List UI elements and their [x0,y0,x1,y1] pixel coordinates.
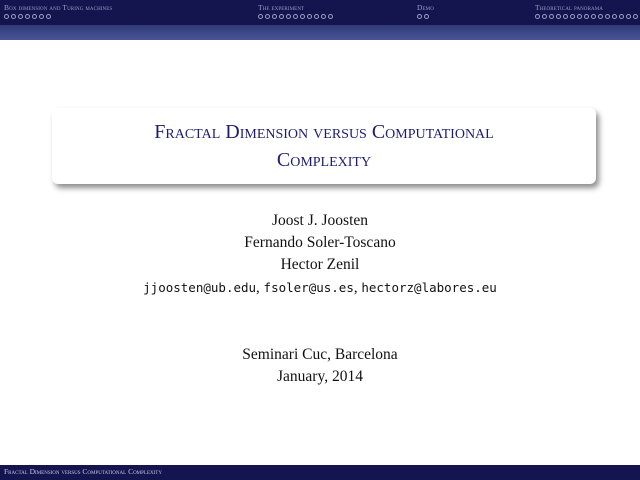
frame-dot[interactable] [39,14,44,19]
footer-title: Fractal Dimension versus Computational Complexity [4,467,162,476]
frame-dot[interactable] [321,14,326,19]
nav-section-experiment[interactable] [258,3,304,12]
frame-dot[interactable] [46,14,51,19]
frame-dot[interactable] [314,14,319,19]
frame-dot[interactable] [591,14,596,19]
nav-section-label[interactable]: Theoretical panorama [535,3,603,12]
nav-section-demo[interactable] [417,3,434,12]
frame-dot[interactable] [424,14,429,19]
title-box [52,108,596,184]
frame-dot[interactable] [417,14,422,19]
frame-dot[interactable] [605,14,610,19]
slide-title-line-1: Fractal Dimension versus Computational [154,121,494,143]
frame-dot[interactable] [4,14,9,19]
author-name: Hector Zenil [280,256,360,273]
nav-dots-demo [417,14,429,19]
frame-dot[interactable] [32,14,37,19]
frame-dot[interactable] [293,14,298,19]
frame-dot[interactable] [535,14,540,19]
email-separator: , [256,280,264,296]
frame-dot[interactable] [265,14,270,19]
frame-dot[interactable] [25,14,30,19]
nav-section-theoretical-panorama[interactable] [535,3,603,12]
frame-dot[interactable] [328,14,333,19]
slide-title-line-2: Complexity [276,149,372,171]
email-separator: , [353,280,362,296]
footer-bar [0,465,640,480]
frame-dot[interactable] [279,14,284,19]
author-name: Fernando Soler-Toscano [244,234,396,251]
frame-dot[interactable] [258,14,263,19]
nav-dots-experiment [258,14,333,19]
frame-dot[interactable] [598,14,603,19]
navigation-bar [0,0,640,25]
frame-dot[interactable] [619,14,624,19]
frame-dot[interactable] [18,14,23,19]
frame-dot[interactable] [11,14,16,19]
nav-section-box-dimension[interactable] [4,3,112,12]
navigation-bar-gradient [0,25,640,40]
frame-dot[interactable] [556,14,561,19]
frame-dot[interactable] [577,14,582,19]
frame-dot[interactable] [300,14,305,19]
event-venue: Seminari Cuc, Barcelona [242,346,398,363]
frame-dot[interactable] [633,14,638,19]
nav-section-label[interactable]: Demo [417,3,434,12]
nav-section-label[interactable]: Box dimension and Turing machines [4,3,113,12]
frame-dot[interactable] [286,14,291,19]
frame-dot[interactable] [612,14,617,19]
event-date: January, 2014 [277,368,363,385]
nav-dots-box-dimension [4,14,51,19]
email-link[interactable]: hectorz@labores.eu [361,280,497,295]
author-name: Joost J. Joosten [271,212,369,229]
nav-section-label[interactable]: The experiment [258,3,305,12]
email-link[interactable]: jjoosten@ub.edu [143,280,257,295]
frame-dot[interactable] [272,14,277,19]
frame-dot[interactable] [542,14,547,19]
frame-dot[interactable] [626,14,631,19]
frame-dot[interactable] [570,14,575,19]
frame-dot[interactable] [549,14,554,19]
frame-dot[interactable] [563,14,568,19]
email-link[interactable]: fsoler@us.es [263,280,354,295]
author-emails [0,279,640,297]
frame-dot[interactable] [584,14,589,19]
nav-dots-theoretical-panorama [535,14,638,19]
frame-dot[interactable] [307,14,312,19]
